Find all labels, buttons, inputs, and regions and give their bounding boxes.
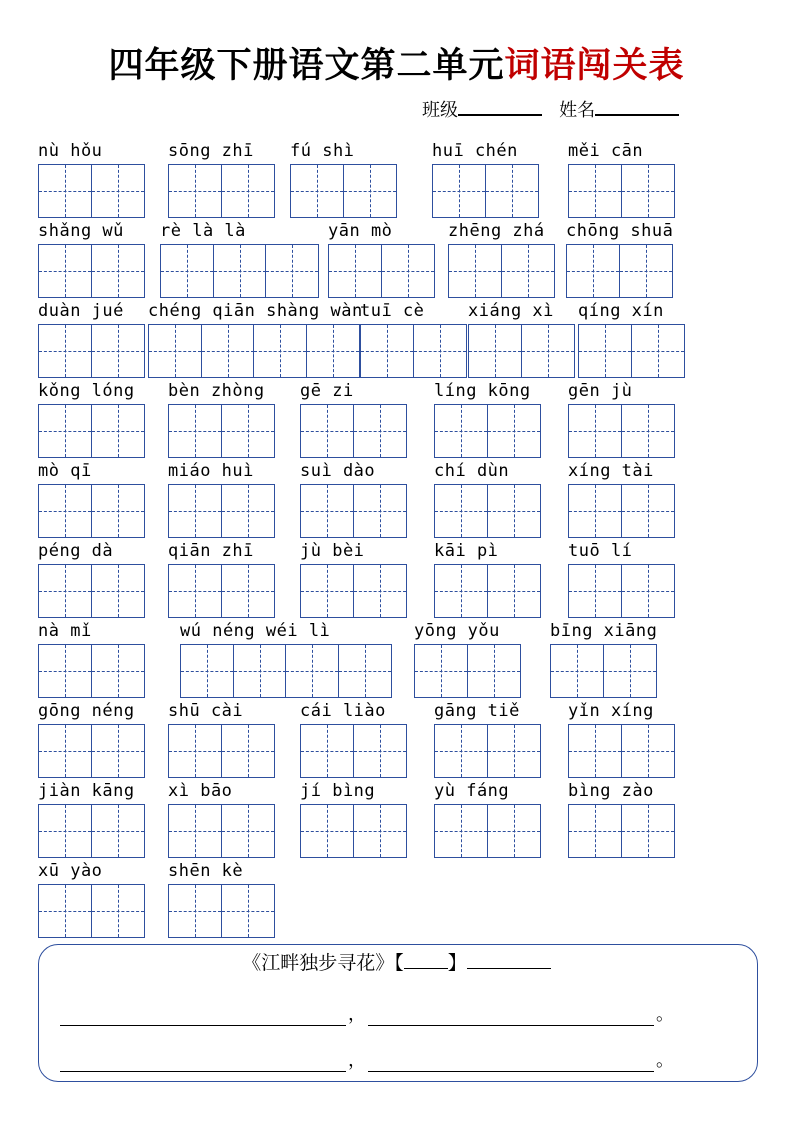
char-writing-box[interactable] bbox=[38, 564, 92, 618]
char-writing-box[interactable] bbox=[568, 404, 622, 458]
char-writing-box[interactable] bbox=[91, 884, 145, 938]
poem-comma: ， bbox=[348, 1050, 366, 1071]
char-box-group bbox=[568, 564, 673, 618]
char-writing-box[interactable] bbox=[91, 324, 145, 378]
char-box-group bbox=[290, 164, 395, 218]
char-writing-box[interactable] bbox=[38, 724, 92, 778]
char-box-group bbox=[38, 644, 143, 698]
char-writing-box[interactable] bbox=[621, 404, 675, 458]
char-box-group bbox=[168, 484, 273, 538]
char-writing-box[interactable] bbox=[467, 644, 521, 698]
class-blank[interactable] bbox=[458, 98, 542, 116]
char-writing-box[interactable] bbox=[343, 164, 397, 218]
char-writing-box[interactable] bbox=[38, 644, 92, 698]
char-box-group bbox=[568, 804, 673, 858]
char-writing-box[interactable] bbox=[568, 564, 622, 618]
char-writing-box[interactable] bbox=[300, 804, 354, 858]
word-pinyin: jiàn kāng bbox=[38, 781, 135, 801]
char-writing-box[interactable] bbox=[91, 244, 145, 298]
char-writing-box[interactable] bbox=[619, 244, 673, 298]
char-writing-box[interactable] bbox=[168, 724, 222, 778]
char-writing-box[interactable] bbox=[38, 804, 92, 858]
char-writing-box[interactable] bbox=[91, 164, 145, 218]
word-pinyin: mò qī bbox=[38, 461, 92, 481]
poem-author-blank[interactable] bbox=[404, 954, 448, 969]
word-pinyin: gōng néng bbox=[38, 701, 135, 721]
char-writing-box[interactable] bbox=[300, 724, 354, 778]
char-writing-box[interactable] bbox=[306, 324, 360, 378]
char-writing-box[interactable] bbox=[487, 724, 541, 778]
char-writing-box[interactable] bbox=[550, 644, 604, 698]
student-info bbox=[422, 96, 679, 122]
char-writing-box[interactable] bbox=[38, 884, 92, 938]
word-pinyin: yōng yǒu bbox=[414, 621, 500, 641]
char-box-group bbox=[38, 484, 143, 538]
word-pinyin: měi cān bbox=[568, 141, 644, 161]
char-writing-box[interactable] bbox=[521, 324, 575, 378]
poem-comma: ， bbox=[348, 1004, 366, 1025]
char-box-group bbox=[578, 324, 683, 378]
char-writing-box[interactable] bbox=[631, 324, 685, 378]
poem-extra-blank[interactable] bbox=[467, 954, 551, 969]
char-writing-box[interactable] bbox=[568, 484, 622, 538]
word-pinyin: cái liào bbox=[300, 701, 386, 721]
word-pinyin: nù hǒu bbox=[38, 141, 103, 161]
char-writing-box[interactable] bbox=[168, 884, 222, 938]
char-writing-box[interactable] bbox=[91, 564, 145, 618]
char-writing-box[interactable] bbox=[360, 324, 414, 378]
char-box-group bbox=[168, 884, 273, 938]
char-box-group bbox=[566, 244, 671, 298]
word-pinyin: kāi pì bbox=[434, 541, 499, 561]
char-writing-box[interactable] bbox=[221, 724, 275, 778]
poem-line-2 bbox=[60, 1046, 676, 1070]
char-box-group bbox=[550, 644, 655, 698]
char-writing-box[interactable] bbox=[487, 564, 541, 618]
char-writing-box[interactable] bbox=[434, 564, 488, 618]
char-writing-box[interactable] bbox=[300, 564, 354, 618]
char-writing-box[interactable] bbox=[91, 644, 145, 698]
char-box-group bbox=[468, 324, 573, 378]
word-pinyin: zhēng zhá bbox=[448, 221, 545, 241]
char-box-group bbox=[160, 244, 318, 298]
word-pinyin: rè là là bbox=[160, 221, 246, 241]
char-writing-box[interactable] bbox=[221, 484, 275, 538]
char-writing-box[interactable] bbox=[221, 164, 275, 218]
char-writing-box[interactable] bbox=[328, 244, 382, 298]
poem-line-1 bbox=[60, 1000, 676, 1024]
char-writing-box[interactable] bbox=[568, 724, 622, 778]
char-box-group bbox=[434, 484, 539, 538]
poem-title: 《江畔独步寻花》 bbox=[242, 952, 395, 974]
char-writing-box[interactable] bbox=[290, 164, 344, 218]
poem-period: 。 bbox=[656, 1004, 674, 1025]
word-pinyin: shēn kè bbox=[168, 861, 244, 881]
char-writing-box[interactable] bbox=[414, 644, 468, 698]
poem-bracket-open: 【 bbox=[394, 952, 404, 974]
char-writing-box[interactable] bbox=[168, 564, 222, 618]
word-pinyin: gē zi bbox=[300, 381, 354, 401]
char-writing-box[interactable] bbox=[91, 404, 145, 458]
char-writing-box[interactable] bbox=[91, 484, 145, 538]
char-writing-box[interactable] bbox=[285, 644, 339, 698]
word-pinyin: duàn jué bbox=[38, 301, 124, 321]
page-title bbox=[0, 38, 793, 88]
char-box-group bbox=[432, 164, 537, 218]
char-box-group bbox=[168, 724, 273, 778]
char-box-group bbox=[38, 164, 143, 218]
word-pinyin: shǎng wǔ bbox=[38, 221, 124, 241]
char-writing-box[interactable] bbox=[91, 724, 145, 778]
char-writing-box[interactable] bbox=[621, 164, 675, 218]
char-box-group bbox=[434, 564, 539, 618]
class-label: 班级 bbox=[422, 100, 458, 121]
word-pinyin: tuō lí bbox=[568, 541, 633, 561]
char-box-group bbox=[328, 244, 433, 298]
poem-bracket-close: 】 bbox=[447, 952, 467, 974]
char-writing-box[interactable] bbox=[300, 404, 354, 458]
char-box-group bbox=[38, 884, 143, 938]
char-writing-box[interactable] bbox=[432, 164, 486, 218]
char-writing-box[interactable] bbox=[487, 484, 541, 538]
word-pinyin: jí bìng bbox=[300, 781, 376, 801]
char-box-group bbox=[38, 324, 143, 378]
char-writing-box[interactable] bbox=[353, 564, 407, 618]
char-writing-box[interactable] bbox=[221, 564, 275, 618]
char-writing-box[interactable] bbox=[38, 164, 92, 218]
char-box-group bbox=[434, 404, 539, 458]
word-pinyin: wú néng wéi lì bbox=[180, 621, 331, 641]
char-writing-box[interactable] bbox=[621, 484, 675, 538]
name-blank[interactable] bbox=[595, 98, 679, 116]
char-writing-box[interactable] bbox=[253, 324, 307, 378]
char-box-group bbox=[568, 164, 673, 218]
char-box-group bbox=[434, 724, 539, 778]
char-writing-box[interactable] bbox=[91, 804, 145, 858]
char-writing-box[interactable] bbox=[148, 324, 202, 378]
char-writing-box[interactable] bbox=[168, 404, 222, 458]
word-pinyin: bīng xiāng bbox=[550, 621, 658, 641]
char-box-group bbox=[300, 564, 405, 618]
char-box-group bbox=[38, 724, 143, 778]
word-pinyin: nà mǐ bbox=[38, 621, 92, 641]
poem-period: 。 bbox=[656, 1050, 674, 1071]
word-pinyin: xíng tài bbox=[568, 461, 654, 481]
char-writing-box[interactable] bbox=[168, 484, 222, 538]
word-pinyin: yǐn xíng bbox=[568, 701, 654, 721]
poem-blank[interactable] bbox=[60, 1009, 346, 1026]
char-writing-box[interactable] bbox=[487, 804, 541, 858]
word-pinyin: suì dào bbox=[300, 461, 376, 481]
char-writing-box[interactable] bbox=[353, 484, 407, 538]
char-writing-box[interactable] bbox=[501, 244, 555, 298]
char-writing-box[interactable] bbox=[448, 244, 502, 298]
word-pinyin: xì bāo bbox=[168, 781, 233, 801]
word-pinyin: bìng zào bbox=[568, 781, 654, 801]
poem-blank[interactable] bbox=[368, 1009, 654, 1026]
char-box-group bbox=[448, 244, 553, 298]
char-writing-box[interactable] bbox=[168, 804, 222, 858]
char-writing-box[interactable] bbox=[434, 404, 488, 458]
char-box-group bbox=[168, 804, 273, 858]
char-writing-box[interactable] bbox=[38, 244, 92, 298]
char-box-group bbox=[38, 564, 143, 618]
char-writing-box[interactable] bbox=[566, 244, 620, 298]
word-pinyin: fú shì bbox=[290, 141, 355, 161]
word-pinyin: chéng qiān shàng wàn bbox=[148, 301, 363, 321]
char-box-group bbox=[300, 404, 405, 458]
word-pinyin: xū yào bbox=[38, 861, 103, 881]
char-writing-box[interactable] bbox=[578, 324, 632, 378]
char-writing-box[interactable] bbox=[221, 884, 275, 938]
char-writing-box[interactable] bbox=[568, 164, 622, 218]
char-writing-box[interactable] bbox=[353, 404, 407, 458]
char-writing-box[interactable] bbox=[221, 404, 275, 458]
word-pinyin: qíng xín bbox=[578, 301, 664, 321]
char-box-group bbox=[168, 564, 273, 618]
char-writing-box[interactable] bbox=[487, 404, 541, 458]
char-writing-box[interactable] bbox=[413, 324, 467, 378]
char-writing-box[interactable] bbox=[353, 724, 407, 778]
word-pinyin: kǒng lóng bbox=[38, 381, 135, 401]
poem-title-line bbox=[0, 948, 793, 975]
char-box-group bbox=[414, 644, 519, 698]
char-writing-box[interactable] bbox=[180, 644, 234, 698]
char-writing-box[interactable] bbox=[621, 804, 675, 858]
word-pinyin: yù fáng bbox=[434, 781, 510, 801]
char-writing-box[interactable] bbox=[434, 484, 488, 538]
word-pinyin: tuī cè bbox=[360, 301, 425, 321]
char-writing-box[interactable] bbox=[353, 804, 407, 858]
char-writing-box[interactable] bbox=[434, 804, 488, 858]
word-pinyin: sōng zhī bbox=[168, 141, 254, 161]
char-writing-box[interactable] bbox=[213, 244, 267, 298]
word-pinyin: qiān zhī bbox=[168, 541, 254, 561]
name-label: 姓名 bbox=[559, 100, 596, 121]
poem-blank[interactable] bbox=[60, 1055, 346, 1072]
char-writing-box[interactable] bbox=[160, 244, 214, 298]
char-writing-box[interactable] bbox=[38, 324, 92, 378]
word-pinyin: huī chén bbox=[432, 141, 518, 161]
char-writing-box[interactable] bbox=[338, 644, 392, 698]
char-box-group bbox=[168, 164, 273, 218]
word-pinyin: chí dùn bbox=[434, 461, 510, 481]
char-writing-box[interactable] bbox=[38, 484, 92, 538]
word-pinyin: bèn zhòng bbox=[168, 381, 265, 401]
word-pinyin: yān mò bbox=[328, 221, 393, 241]
char-box-group bbox=[38, 244, 143, 298]
char-box-group bbox=[300, 724, 405, 778]
word-pinyin: shū cài bbox=[168, 701, 244, 721]
char-writing-box[interactable] bbox=[468, 324, 522, 378]
char-box-group bbox=[568, 484, 673, 538]
char-writing-box[interactable] bbox=[621, 724, 675, 778]
word-pinyin: chōng shuā bbox=[566, 221, 674, 241]
char-writing-box[interactable] bbox=[265, 244, 319, 298]
word-pinyin: miáo huì bbox=[168, 461, 254, 481]
char-box-group bbox=[300, 484, 405, 538]
char-box-group bbox=[434, 804, 539, 858]
char-writing-box[interactable] bbox=[168, 164, 222, 218]
char-writing-box[interactable] bbox=[201, 324, 255, 378]
char-box-group bbox=[168, 404, 273, 458]
title-main: 四年级下册语文第二单元 bbox=[108, 45, 505, 86]
word-pinyin: gāng tiě bbox=[434, 701, 520, 721]
char-writing-box[interactable] bbox=[381, 244, 435, 298]
char-box-group bbox=[148, 324, 358, 378]
word-pinyin: gēn jù bbox=[568, 381, 633, 401]
char-writing-box[interactable] bbox=[434, 724, 488, 778]
char-writing-box[interactable] bbox=[221, 804, 275, 858]
poem-blank[interactable] bbox=[368, 1055, 654, 1072]
char-box-group bbox=[38, 404, 143, 458]
char-writing-box[interactable] bbox=[485, 164, 539, 218]
word-pinyin: péng dà bbox=[38, 541, 114, 561]
char-box-group bbox=[180, 644, 390, 698]
word-pinyin: xiáng xì bbox=[468, 301, 554, 321]
char-box-group bbox=[568, 404, 673, 458]
title-accent: 词语闯关表 bbox=[504, 45, 685, 86]
char-writing-box[interactable] bbox=[233, 644, 287, 698]
char-writing-box[interactable] bbox=[603, 644, 657, 698]
char-writing-box[interactable] bbox=[300, 484, 354, 538]
char-box-group bbox=[38, 804, 143, 858]
char-box-group bbox=[568, 724, 673, 778]
char-writing-box[interactable] bbox=[568, 804, 622, 858]
char-writing-box[interactable] bbox=[38, 404, 92, 458]
word-pinyin: jù bèi bbox=[300, 541, 365, 561]
char-writing-box[interactable] bbox=[621, 564, 675, 618]
char-box-group bbox=[300, 804, 405, 858]
char-box-group bbox=[360, 324, 465, 378]
word-pinyin: líng kōng bbox=[434, 381, 531, 401]
